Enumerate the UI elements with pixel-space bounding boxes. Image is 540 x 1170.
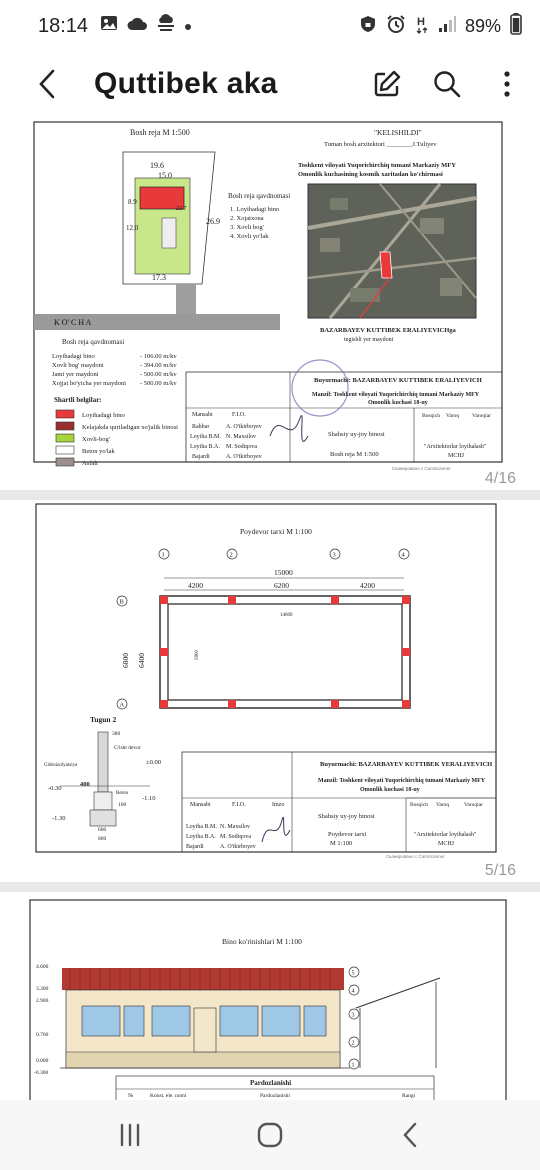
svg-text:5: 5 [351,970,355,977]
svg-text:N. Maxsilov: N. Maxsilov [220,824,250,830]
svg-text:MCHJ: MCHJ [438,841,455,847]
recents-button[interactable] [113,1118,147,1152]
svg-text:Loyiha B.M.: Loyiha B.M. [190,434,221,440]
home-button[interactable] [253,1118,287,1152]
svg-text:Bajardi: Bajardi [186,844,204,850]
svg-text:Beton: Beton [116,791,128,796]
svg-text:26.9: 26.9 [206,217,220,226]
svg-text:BAZARBAYEV KUTTIBEK ERALIYEVIC: BAZARBAYEV KUTTIBEK ERALIYEVICHga [320,327,456,334]
svg-text:6200: 6200 [274,581,289,590]
foundation-plan-title: Poydevor tarxi M 1:100 [240,527,312,536]
svg-text:Сканировано с CamScanner: Сканировано с CamScanner [392,466,451,471]
svg-text:Xojjat bo'yicha yer maydoni: Xojjat bo'yicha yer maydoni [52,380,126,387]
svg-text:1. Loyihadagi bino: 1. Loyihadagi bino [230,206,280,213]
svg-text:Shartli belgilar:: Shartli belgilar: [54,396,102,404]
recents-icon [117,1122,143,1148]
document-viewer[interactable] [0,118,540,1100]
svg-text:100: 100 [118,802,127,808]
more-vertical-icon [503,70,511,98]
svg-text:3. Xovli bog': 3. Xovli bog' [230,224,264,231]
system-back-button[interactable] [393,1118,427,1152]
svg-text:15000: 15000 [274,568,293,577]
svg-text:Loyiha B.M.: Loyiha B.M. [186,824,217,830]
svg-text:F.I.O.: F.I.O. [232,412,246,418]
svg-text:17.3: 17.3 [152,273,166,282]
svg-text:B: B [119,598,124,606]
page-number: 5/16 [484,862,516,879]
svg-text:4. Xovli yo'lak: 4. Xovli yo'lak [230,233,269,240]
svg-text:Mansabi: Mansabi [190,802,211,808]
svg-text:15.0: 15.0 [158,171,172,180]
svg-text:M. Sodiqova: M. Sodiqova [220,834,252,840]
svg-text:Bajardi: Bajardi [192,454,210,460]
svg-text:Imzo: Imzo [272,802,285,808]
document-page-5 [0,500,540,882]
search-button[interactable] [430,67,464,101]
svg-text:-0.300: -0.300 [34,1070,49,1076]
svg-text:Bosh reja qavdnomasi: Bosh reja qavdnomasi [228,192,291,200]
svg-text:Varoq: Varoq [446,413,460,419]
svg-text:1: 1 [161,551,165,559]
svg-text:A. O'tkirboyev: A. O'tkirboyev [226,454,262,460]
svg-text:"Arxitektorlar loyihalash": "Arxitektorlar loyihalash" [424,444,487,450]
svg-text:Varoqlar: Varoqlar [472,413,491,419]
svg-text:Loyiha B.A.: Loyiha B.A. [190,444,220,450]
svg-text:Xovli bog' maydoni: Xovli bog' maydoni [52,362,104,369]
svg-text:Manzil: Toshkent viloyati Yuqo: Manzil: Toshkent viloyati Yuqorichirchiq tumani Markaziy MFY [312,392,480,398]
lock-shield-icon [359,15,377,38]
svg-text:Bosqich: Bosqich [410,802,429,808]
svg-text:6800: 6800 [121,653,130,668]
svg-text:Pardozlanishi: Pardozlanishi [250,1079,292,1087]
svg-text:M 1:100: M 1:100 [330,840,353,847]
svg-text:Poydevor tarxi: Poydevor tarxi [328,831,367,838]
site-plan-drawing [0,118,540,490]
svg-text:Bosh reja M 1:500: Bosh reja M 1:500 [330,451,379,458]
svg-text:Toshkent viloyati Yuqorichirch: Toshkent viloyati Yuqorichirchiq tumani Markaziy MFY [298,162,456,169]
svg-text:F.I.O.: F.I.O. [232,802,246,808]
svg-text:400: 400 [80,781,90,788]
svg-text:Rangi: Rangi [402,1093,416,1099]
elevation-drawing [0,892,540,1100]
svg-text:Konst. ele. nomi: Konst. ele. nomi [150,1093,187,1099]
svg-text:1: 1 [351,1062,355,1069]
foundation-plan-drawing [0,500,540,882]
svg-text:N. Maxsilov: N. Maxsilov [226,434,256,440]
home-icon [256,1121,284,1149]
svg-text:3: 3 [351,1012,355,1019]
svg-text:6400: 6400 [137,653,146,668]
edit-button[interactable] [370,67,404,101]
svg-text:19.6: 19.6 [150,161,164,170]
gallery-icon [100,14,118,38]
cloud-icon [126,15,148,37]
legend-swatch [56,410,74,418]
svg-text:0.000: 0.000 [36,1058,49,1064]
page-number: 4/16 [484,470,516,487]
battery-icon [510,13,522,40]
legend-swatch [56,446,74,454]
svg-text:№: № [128,1093,134,1099]
svg-text:0.700: 0.700 [36,1032,49,1038]
svg-text:Omonlik kuchasining kosmik xar: Omonlik kuchasining kosmik xaritadan ko'chirmasi [298,171,443,178]
svg-text:22.7: 22.7 [176,206,187,212]
svg-text:3: 3 [332,551,336,559]
svg-text:"KELISHILDI": "KELISHILDI" [374,128,422,137]
svg-text:4.600: 4.600 [36,964,49,970]
svg-text:380: 380 [112,731,121,737]
svg-text:Manzil: Toshkent viloyati Yuqo: Manzil: Toshkent viloyati Yuqorichirchiq tumani Markaziy MFY [318,778,486,784]
svg-text:-1.10: -1.10 [142,795,156,802]
document-page-4 [0,118,540,490]
svg-text:Pardozlanishi: Pardozlanishi [260,1093,290,1099]
svg-text:14600: 14600 [280,613,293,618]
svg-text:800: 800 [98,836,107,842]
weather-fog-icon [156,14,176,38]
elevation-title: Bino ko'rinishlari M 1:100 [222,937,302,946]
svg-text:- 394.00 m/kv: - 394.00 m/kv [140,362,177,369]
street-label: K O' C H A [54,318,92,327]
svg-text:Buyurmachi: BAZARBAYEV KUTTIBE: Buyurmachi: BAZARBAYEV KUTTIBEK ERALIYEVICH [314,377,482,384]
svg-text:8.9: 8.9 [128,198,137,206]
svg-text:Omonlik kuchasi 18-uy: Omonlik kuchasi 18-uy [368,400,428,406]
svg-text:Jami yer maydoni: Jami yer maydoni [52,371,99,378]
svg-text:Buyurmachi: BAZARBAYEV KUTTIBE: Buyurmachi: BAZARBAYEV KUTTIBEK YERALIYEVICH [320,761,493,768]
svg-text:2: 2 [351,1040,355,1047]
legend-swatch [56,458,74,466]
svg-text:- 500.00 m/kv: - 500.00 m/kv [140,380,177,387]
back-button[interactable] [30,67,64,101]
svg-text:Varoqlar: Varoqlar [464,802,483,808]
svg-text:-1.30: -1.30 [52,815,66,822]
svg-text:MCHJ: MCHJ [448,453,465,459]
app-bar [0,52,540,116]
svg-text:G'isht devor: G'isht devor [114,745,141,751]
dot-icon [184,15,192,37]
detail-title: Tugun 2 [90,715,117,724]
edit-icon [372,69,402,99]
svg-text:A. O'tkirboyev: A. O'tkirboyev [226,424,262,430]
svg-text:H: H [416,15,425,28]
svg-text:Gidroizolyatsiya: Gidroizolyatsiya [44,763,78,768]
back-arrow-icon [36,69,58,99]
status-bar [0,0,540,52]
signal-icon [438,16,456,37]
svg-text:Loyiha B.A.: Loyiha B.A. [186,834,216,840]
more-options-button[interactable] [490,67,524,101]
svg-text:-0.30: -0.30 [48,785,62,792]
svg-text:M. Sodiqova: M. Sodiqova [226,444,258,450]
legend-label: Loyihadagi bino [82,412,125,419]
svg-text:Varoq: Varoq [436,802,450,808]
system-nav-bar [0,1100,540,1170]
legend-swatch [56,422,74,430]
svg-text:Shahsiy uy-joy binosi: Shahsiy uy-joy binosi [328,431,385,438]
svg-text:Bosqich: Bosqich [422,413,441,419]
svg-text:A. O'tkirboyev: A. O'tkirboyev [220,844,256,850]
legend-label: Kelajakda quriladigan xo'jalik binosi [82,424,178,431]
chevron-left-icon [399,1121,421,1149]
svg-text:Bosh reja qavdnomasi: Bosh reja qavdnomasi [62,338,125,346]
svg-text:4: 4 [401,551,405,559]
svg-text:Tuman bosh arxitektori _______: Tuman bosh arxitektori ________J.Tuliyev [324,141,437,148]
svg-text:Mansabi: Mansabi [192,412,213,418]
legend-swatch [56,434,74,442]
svg-text:2. Xojatxona: 2. Xojatxona [230,215,264,222]
legend-label: Xovli-bog' [82,436,110,443]
svg-text:4200: 4200 [188,581,203,590]
site-plan-title: Bosh reja M 1:500 [130,128,190,137]
svg-text:2: 2 [229,551,233,559]
svg-text:±0.00: ±0.00 [146,759,161,766]
svg-text:3.300: 3.300 [36,986,49,992]
svg-text:4: 4 [351,988,355,995]
svg-text:Loyihadagi bino: Loyihadagi bino [52,353,95,360]
svg-text:Shahsiy uy-joy binosi: Shahsiy uy-joy binosi [318,813,375,820]
alarm-icon [386,14,406,39]
svg-text:- 106.00 m/kv: - 106.00 m/kv [140,353,177,360]
data-h-icon [415,14,429,39]
document-page-6 [0,892,540,1100]
svg-text:600: 600 [98,827,107,833]
legend-label: Beton yo'lak [82,448,115,455]
status-time: 18:14 [38,14,89,37]
svg-text:2.900: 2.900 [36,998,49,1004]
svg-text:- 500.00 m/kv: - 500.00 m/kv [140,371,177,378]
battery-text: 89% [464,15,501,36]
svg-text:Rahbar: Rahbar [192,424,210,430]
search-icon [432,69,462,99]
svg-text:12.0: 12.0 [126,224,139,232]
legend-label: Asfalt [82,460,98,467]
page-title: Quttibek aka [94,67,278,100]
svg-text:5800: 5800 [195,650,200,660]
svg-text:tegishli yer maydoni: tegishli yer maydoni [344,337,394,343]
svg-text:Omonlik kuchasi 18-uy: Omonlik kuchasi 18-uy [360,787,420,793]
svg-text:"Arxitektorlar loyihalash": "Arxitektorlar loyihalash" [414,832,477,838]
svg-text:A: A [119,701,125,709]
svg-text:Сканировано с CamScanner: Сканировано с CamScanner [386,854,445,859]
svg-text:4200: 4200 [360,581,375,590]
